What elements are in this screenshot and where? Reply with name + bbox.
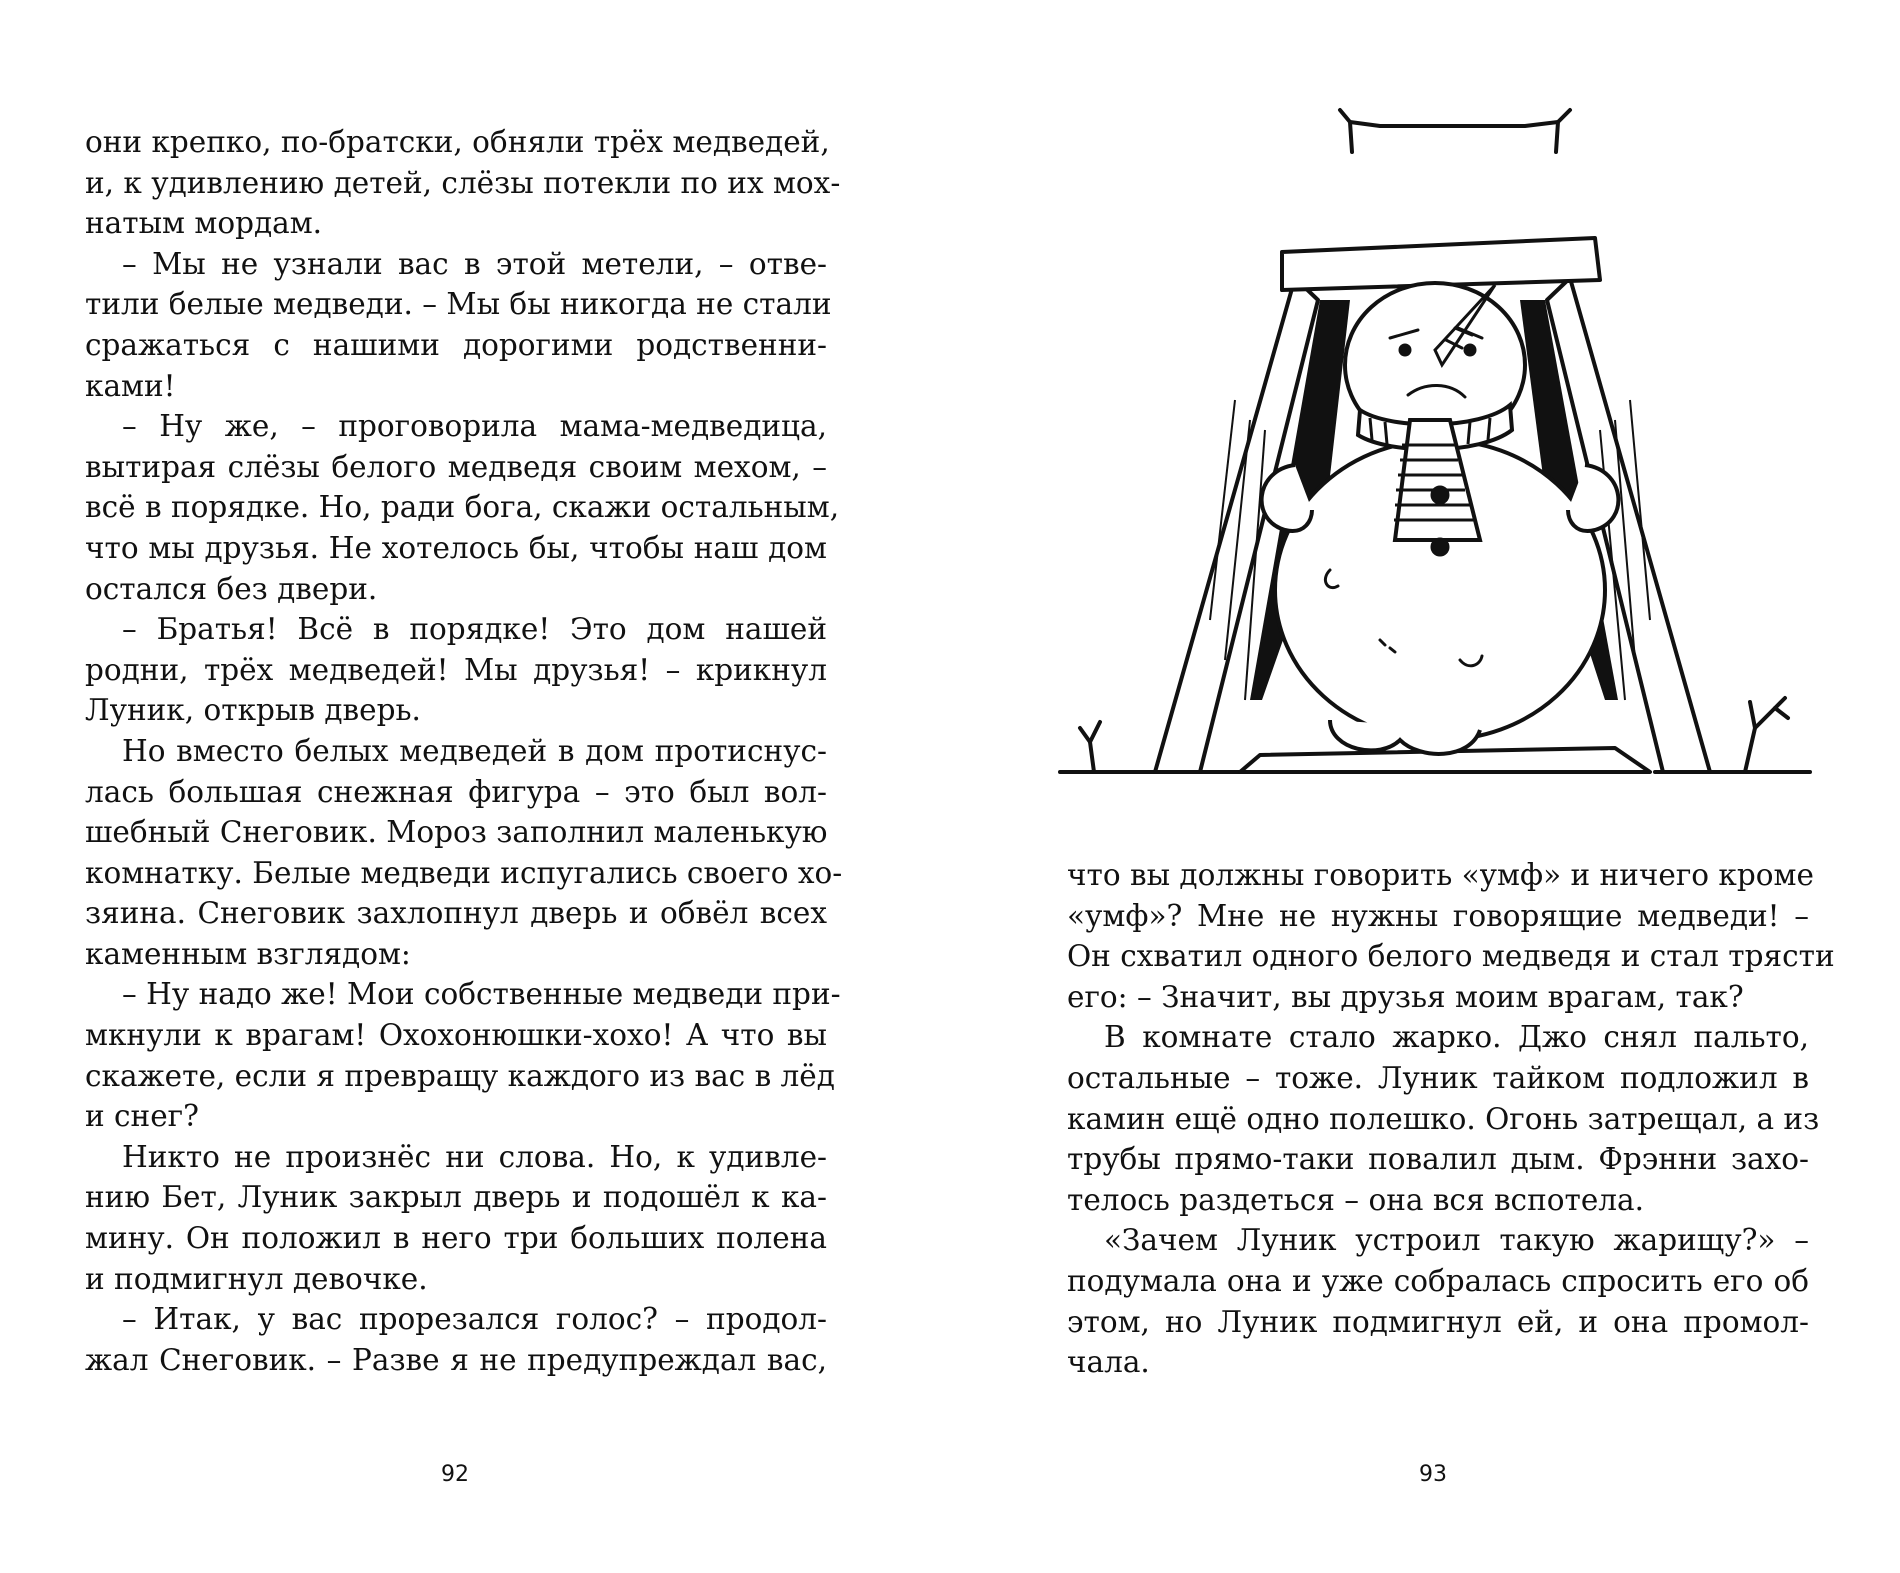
text-line: шебный Снеговик. Мороз заполнил маленькую bbox=[85, 815, 828, 850]
text-line: «умф»? Мне не нужны говорящие медведи! – bbox=[1067, 898, 1809, 933]
text-line: зяина. Снеговик захлопнул дверь и обвёл всех bbox=[85, 896, 827, 931]
text-line: этом, но Луник подмигнул ей, и она промол- bbox=[1067, 1304, 1809, 1339]
text-line: жал Снеговик. – Разве я не предупреждал вас, bbox=[85, 1342, 827, 1377]
text-line: ками! bbox=[85, 368, 176, 403]
text-line: – Ну надо же! Мои собственные медведи при- bbox=[122, 977, 841, 1012]
text-line: – Ну же, – проговорила мама-медведица, bbox=[122, 409, 827, 444]
text-line: Никто не произнёс ни слова. Но, к удивле- bbox=[122, 1139, 827, 1174]
text-line: каменным взглядом: bbox=[85, 936, 411, 971]
text-line: его: – Значит, вы друзья моим врагам, так? bbox=[1067, 979, 1744, 1014]
text-line: и, к удивлению детей, слёзы потекли по их мох- bbox=[85, 165, 841, 200]
text-line: остальные – тоже. Луник тайком подложил в bbox=[1067, 1060, 1809, 1095]
text-line: чала. bbox=[1067, 1345, 1150, 1380]
text-line: мину. Он положил в него три больших полена bbox=[85, 1221, 827, 1256]
page-number: 92 bbox=[441, 1462, 469, 1487]
text-line: камин ещё одно полешко. Огонь затрещал, а из bbox=[1067, 1101, 1820, 1136]
text-line: вытирая слёзы белого медведя своим мехом, – bbox=[85, 449, 827, 484]
right-page bbox=[950, 0, 1900, 1573]
text-line: нию Бет, Луник закрыл дверь и подошёл к ка- bbox=[85, 1180, 827, 1215]
text-line: мкнули к врагам! Охохонюшки-хохо! А что вы bbox=[85, 1018, 827, 1053]
text-line: и снег? bbox=[85, 1099, 199, 1134]
text-line: они крепко, по-братски, обняли трёх медведей, bbox=[85, 125, 830, 159]
text-line: остался без двери. bbox=[85, 571, 378, 606]
text-line: «Зачем Луник устроил такую жарищу?» – bbox=[1104, 1223, 1809, 1258]
left-page-text bbox=[85, 122, 843, 1380]
text-line: – Братья! Всё в порядке! Это дом нашей bbox=[122, 612, 827, 647]
page-number: 93 bbox=[1419, 1462, 1447, 1487]
text-line: подумала она и уже собралась спросить его об bbox=[1067, 1263, 1809, 1298]
text-line: сражаться с нашими дорогими родственни- bbox=[85, 327, 827, 362]
snowman-illustration bbox=[1050, 100, 1820, 800]
text-line: тили белые медведи. – Мы бы никогда не стали bbox=[85, 287, 832, 322]
text-line: родни, трёх медведей! Мы друзья! – крикнул bbox=[85, 652, 827, 687]
text-line: комнатку. Белые медведи испугались своего хо- bbox=[85, 855, 843, 890]
text-line: лась большая снежная фигура – это был вол- bbox=[85, 774, 827, 809]
text-line: Луник, открыв дверь. bbox=[85, 693, 421, 728]
text-line: натым мордам. bbox=[85, 206, 323, 241]
text-line: скажете, если я превращу каждого из вас в лёд bbox=[85, 1058, 835, 1093]
text-line: трубы прямо-таки повалил дым. Фрэнни захо- bbox=[1067, 1142, 1809, 1177]
text-line: телось раздеться – она вся вспотела. bbox=[1067, 1182, 1644, 1217]
text-line: всё в порядке. Но, ради бога, скажи остальным, bbox=[85, 490, 840, 525]
text-line: что вы должны говорить «умф» и ничего кроме bbox=[1067, 858, 1814, 892]
right-page-text bbox=[1067, 855, 1835, 1383]
text-line: Но вместо белых медведей в дом протиснус- bbox=[122, 733, 827, 768]
text-line: – Итак, у вас прорезался голос? – продол- bbox=[122, 1302, 827, 1337]
text-line: и подмигнул девочке. bbox=[85, 1261, 428, 1296]
text-line: что мы друзья. Не хотелось бы, чтобы наш дом bbox=[85, 530, 827, 565]
text-line: В комнате стало жарко. Джо снял пальто, bbox=[1104, 1020, 1809, 1055]
text-line: – Мы не узнали вас в этой метели, – отве- bbox=[122, 246, 827, 281]
text-line: Он схватил одного белого медведя и стал трясти bbox=[1067, 939, 1835, 974]
